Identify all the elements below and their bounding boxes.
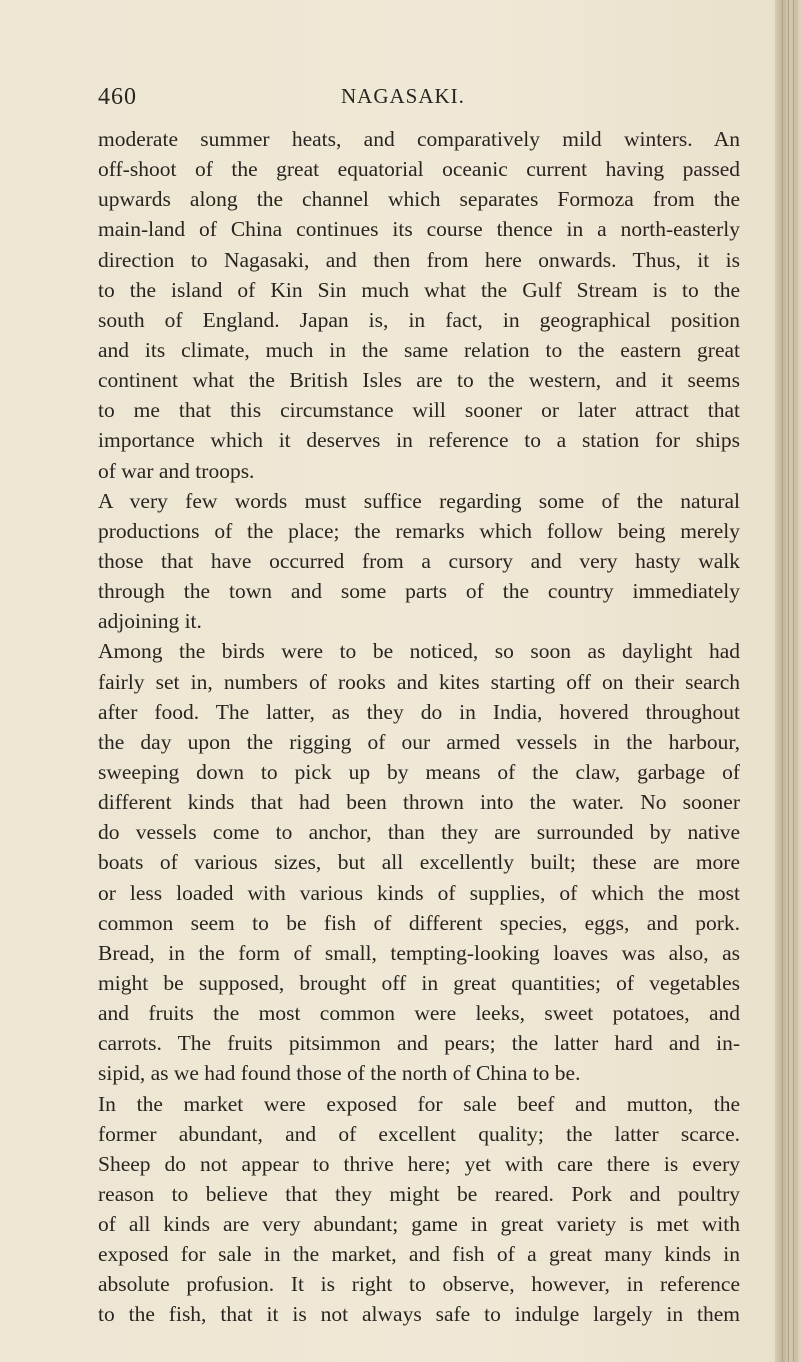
text-line: exposed for sale in the market, and fish of a great many kinds in (98, 1242, 740, 1267)
text-line: continent what the British Isles are to the western, and it seems (98, 368, 740, 393)
page-header (98, 84, 738, 114)
text-line: In the market were exposed for sale beef and mutton, the (98, 1091, 740, 1116)
binding-line (793, 0, 794, 1362)
text-line: to me that this circumstance will sooner or later attract that (98, 398, 740, 423)
text-line: different kinds that had been thrown into the water. No sooner (98, 790, 740, 815)
text-line: boats of various sizes, but all excellently built; these are more (98, 850, 740, 875)
body-text (98, 124, 740, 1330)
running-head: NAGASAKI. (341, 84, 465, 108)
text-line: adjoining it. (98, 609, 202, 634)
text-line: do vessels come to anchor, than they are surrounded by native (98, 820, 740, 845)
text-line: main-land of China continues its course thence in a north-easterly (98, 217, 740, 242)
text-line: importance which it deserves in reference to a station for ships (98, 428, 740, 453)
text-line: south of England. Japan is, in fact, in geographical position (98, 307, 740, 332)
text-line: A very few words must suffice regarding some of the natural (98, 488, 740, 513)
text-line: Among the birds were to be noticed, so soon as daylight had (98, 639, 740, 664)
text-line: Bread, in the form of small, tempting-looking loaves was also, as (98, 940, 740, 965)
text-line: to the fish, that it is not always safe to indulge largely in them (98, 1302, 740, 1327)
binding-line (782, 0, 783, 1362)
text-line: sweeping down to pick up by means of the claw, garbage of (98, 759, 740, 784)
page-number: 460 (98, 84, 137, 110)
text-line: and its climate, much in the same relation to the eastern great (98, 337, 740, 362)
text-line: former abundant, and of excellent quality; the latter scarce. (98, 1121, 740, 1146)
text-line: through the town and some parts of the country immediately (98, 579, 740, 604)
binding-line (788, 0, 789, 1362)
text-line: or less loaded with various kinds of supplies, of which the most (98, 880, 740, 905)
text-line: direction to Nagasaki, and then from here onwards. Thus, it is (98, 247, 740, 272)
text-line: off-shoot of the great equatorial oceanic current having passed (98, 157, 740, 182)
text-line: after food. The latter, as they do in India, hovered throughout (98, 699, 740, 724)
text-line: upwards along the channel which separates Formoza from the (98, 187, 740, 212)
text-line: those that have occurred from a cursory and very hasty walk (98, 548, 740, 573)
text-line: to the island of Kin Sin much what the Gulf Stream is to the (98, 277, 740, 302)
text-line: reason to believe that they might be reared. Pork and poultry (98, 1181, 740, 1206)
text-line: and fruits the most common were leeks, sweet potatoes, and (98, 1001, 740, 1026)
text-line: fairly set in, numbers of rooks and kites starting off on their search (98, 669, 740, 694)
text-line: the day upon the rigging of our armed vessels in the harbour, (98, 729, 740, 754)
text-line: of all kinds are very abundant; game in great variety is met with (98, 1212, 740, 1237)
text-line: of war and troops. (98, 458, 255, 483)
text-line: moderate summer heats, and comparatively mild winters. An (98, 127, 740, 151)
text-line: might be supposed, brought off in great quantities; of vegetables (98, 970, 740, 995)
text-line: absolute profusion. It is right to observe, however, in reference (98, 1272, 740, 1297)
text-line: Sheep do not appear to thrive here; yet with care there is every (98, 1151, 740, 1176)
text-line: sipid, as we had found those of the north of China to be. (98, 1061, 581, 1086)
text-line: common seem to be fish of different species, eggs, and pork. (98, 910, 740, 935)
text-line: carrots. The fruits pitsimmon and pears; the latter hard and in- (98, 1031, 740, 1056)
text-line: productions of the place; the remarks which follow being merely (98, 518, 740, 543)
